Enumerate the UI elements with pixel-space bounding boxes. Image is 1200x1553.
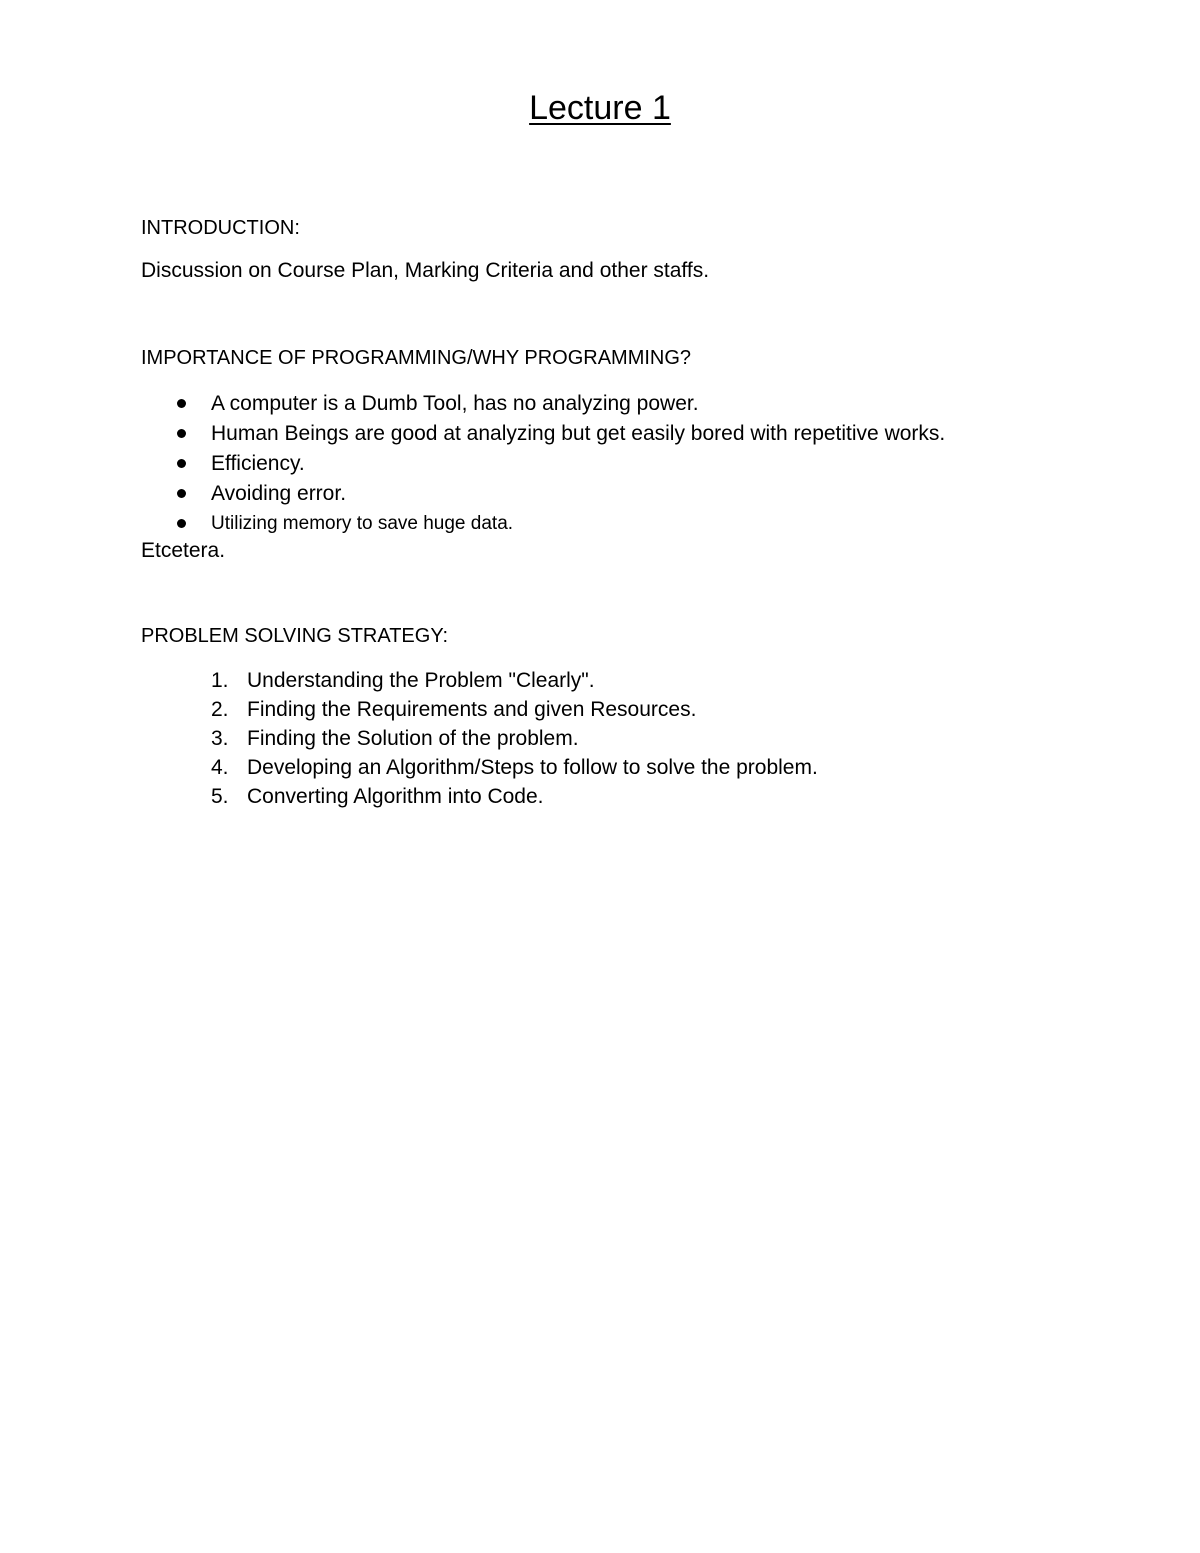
step-number: 3.: [211, 727, 229, 750]
step-number: 2.: [211, 698, 229, 721]
step-number: 5.: [211, 785, 229, 808]
strategy-heading: PROBLEM SOLVING STRATEGY:: [141, 625, 449, 647]
list-item: [141, 389, 945, 419]
list-item-text: Utilizing memory to save huge data.: [211, 513, 514, 534]
strategy-step-list: [141, 666, 818, 811]
list-item: [141, 724, 818, 753]
list-item-text: Efficiency.: [211, 452, 305, 475]
introduction-heading: INTRODUCTION:: [141, 217, 300, 239]
list-item: [141, 753, 818, 782]
list-item: [141, 479, 945, 509]
list-item: [141, 695, 818, 724]
list-item: [141, 449, 945, 479]
list-item: [141, 509, 945, 539]
step-number: 1.: [211, 669, 229, 692]
page-title: Lecture 1: [529, 89, 671, 127]
list-item: [141, 782, 818, 811]
step-text: Finding the Solution of the problem.: [247, 727, 579, 750]
list-item-text: A computer is a Dumb Tool, has no analyzing power.: [211, 392, 699, 415]
bullet-dot-icon: [177, 489, 186, 498]
introduction-text: Discussion on Course Plan, Marking Criteria and other staffs.: [141, 259, 710, 282]
importance-heading: IMPORTANCE OF PROGRAMMING/WHY PROGRAMMING?: [141, 347, 692, 369]
step-text: Converting Algorithm into Code.: [247, 785, 544, 808]
step-text: Understanding the Problem "Clearly".: [247, 669, 595, 692]
step-text: Finding the Requirements and given Resources.: [247, 698, 697, 721]
list-item-text: Human Beings are good at analyzing but get easily bored with repetitive works.: [211, 422, 946, 445]
list-item: [141, 419, 945, 449]
importance-bullet-list: [141, 389, 945, 539]
bullet-dot-icon: [177, 519, 186, 528]
list-item-text: Avoiding error.: [211, 482, 347, 505]
step-text: Developing an Algorithm/Steps to follow to solve the problem.: [247, 756, 818, 779]
step-number: 4.: [211, 756, 229, 779]
importance-closing: Etcetera.: [141, 539, 226, 562]
list-item: [141, 666, 818, 695]
bullet-dot-icon: [177, 429, 186, 438]
bullet-dot-icon: [177, 459, 186, 468]
bullet-dot-icon: [177, 399, 186, 408]
